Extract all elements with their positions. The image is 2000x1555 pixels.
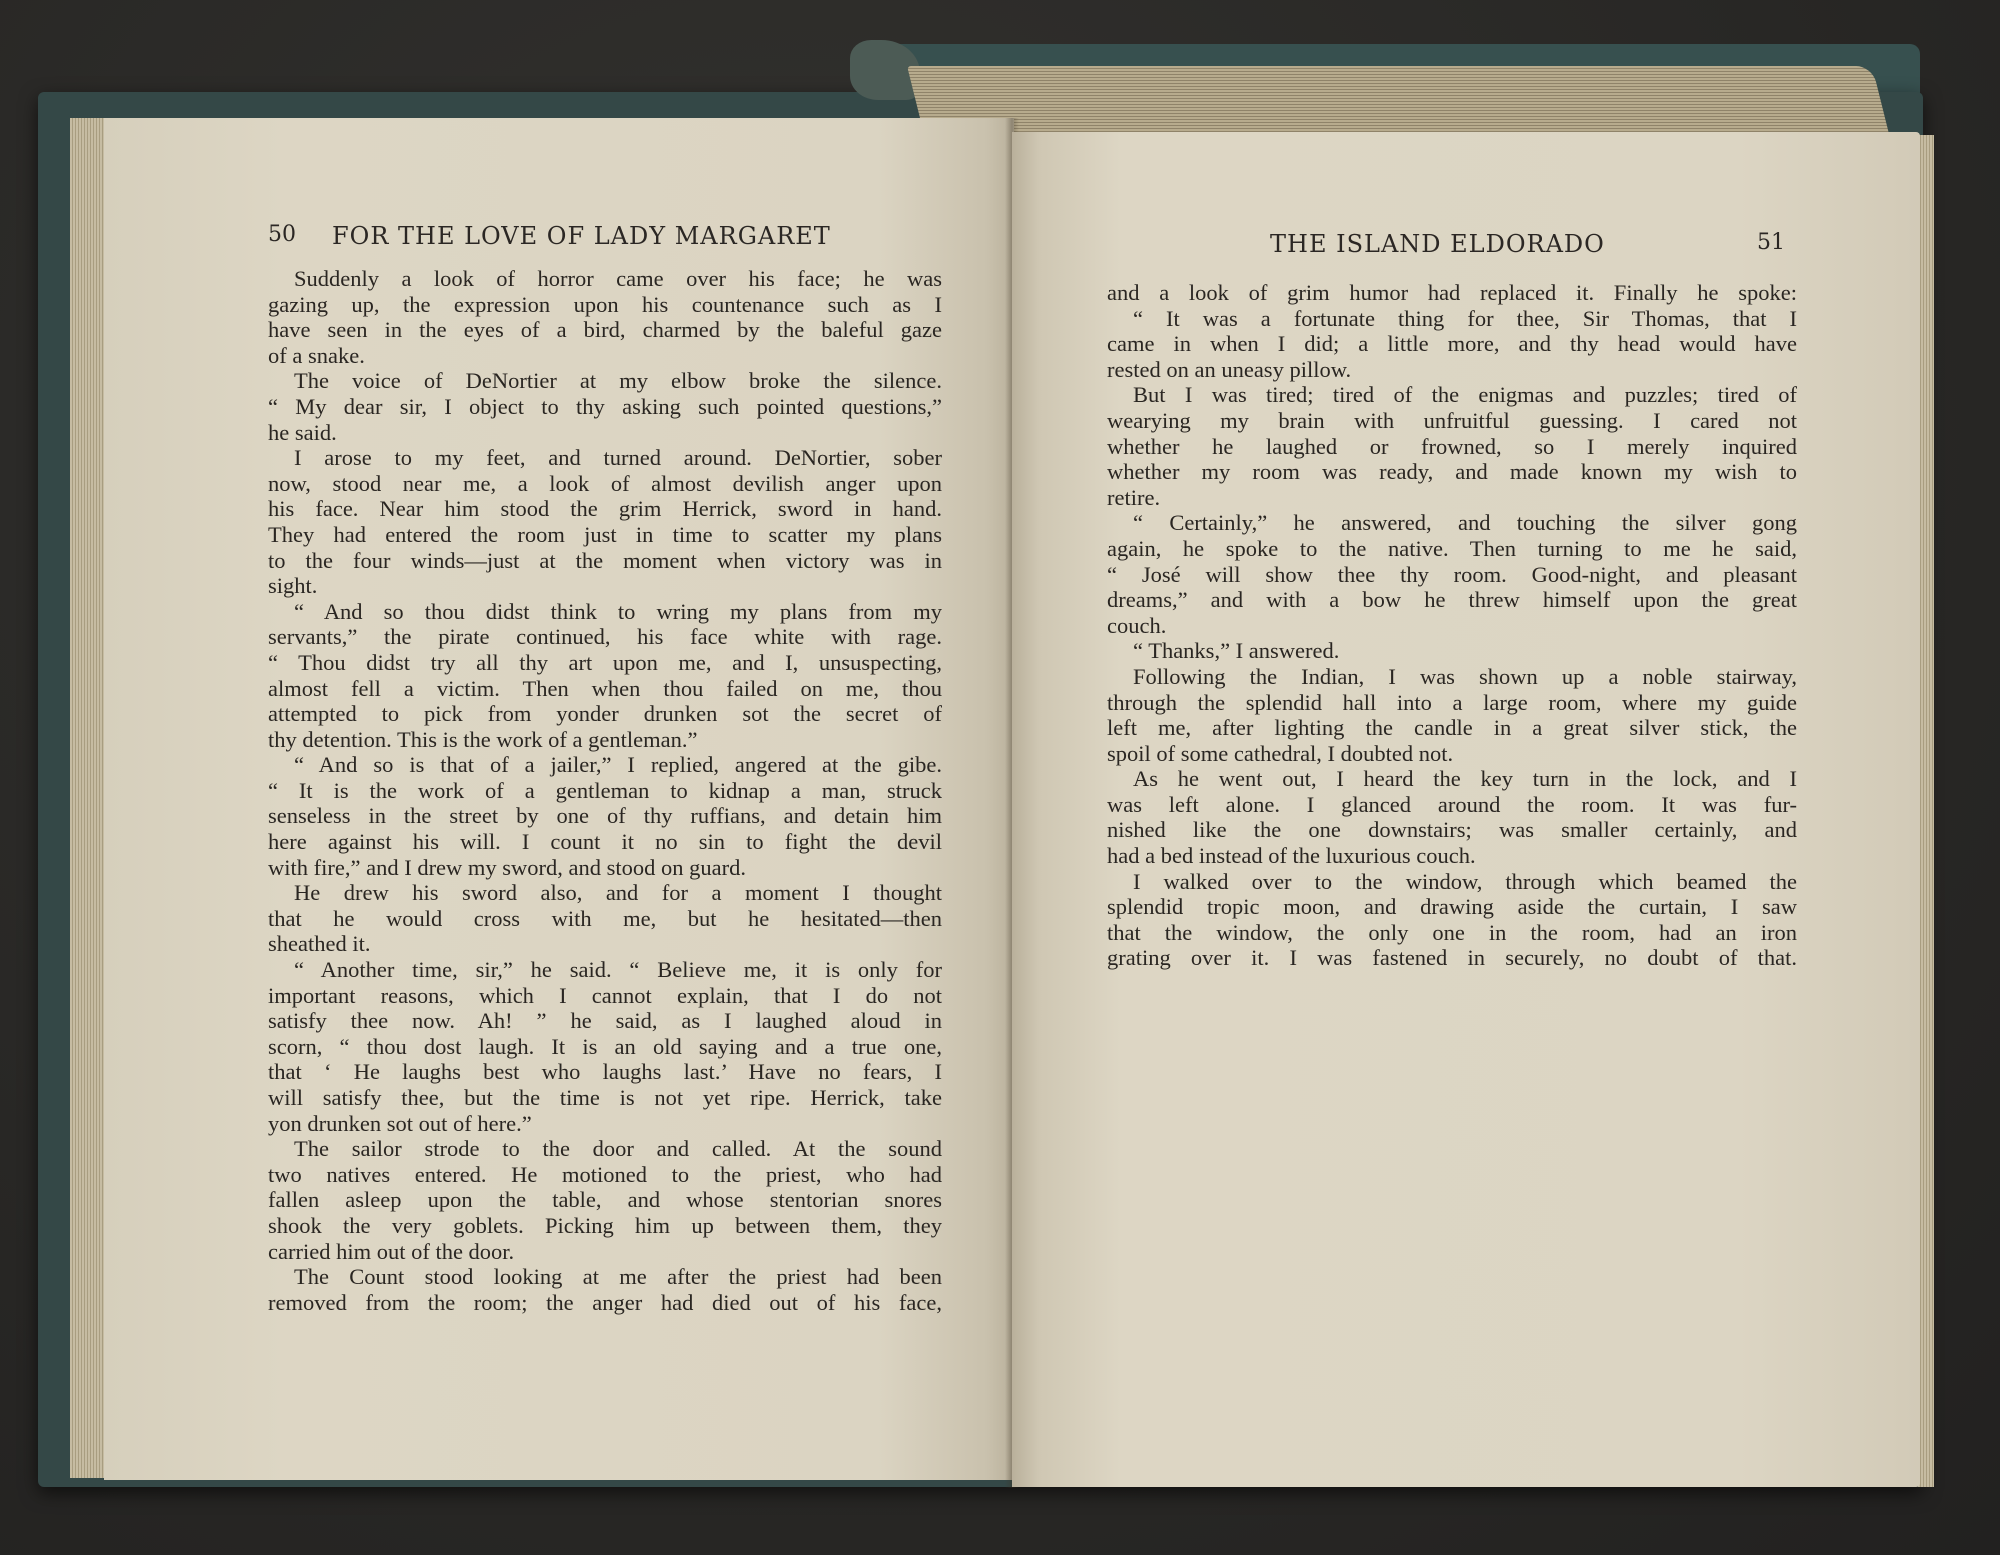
text-line: But I was tired; tired of the enigmas and puzzles; tired of <box>1133 382 1797 408</box>
text-line: came in when I did; a little more, and thy head would have <box>1107 331 1797 357</box>
text-line: He drew his sword also, and for a moment I thought <box>294 880 942 906</box>
text-line: Suddenly a look of horror came over his face; he was <box>294 266 942 291</box>
text-line: nished like the one downstairs; was smaller certainly, and <box>1107 817 1797 843</box>
text-line: his face. Near him stood the grim Herrick, sword in hand. <box>268 496 942 522</box>
text-line: that he would cross with me, but he hesitated—then <box>268 905 942 931</box>
text-line: almost fell a victim. Then when thou failed on me, thou <box>268 675 942 701</box>
right-page <box>1012 132 1920 1487</box>
text-line: grating over it. I was fastened in securely, no doubt of that. <box>1107 945 1797 971</box>
text-line: The Count stood looking at me after the priest had been <box>294 1264 942 1290</box>
text-line: retire. <box>1107 484 1161 510</box>
text-line: through the splendid hall into a large room, where my guide <box>1107 689 1797 715</box>
left-page-number: 50 <box>268 222 296 247</box>
text-line: whether he laughed or frowned, so I merely inquired <box>1107 433 1797 459</box>
text-line: carried him out of the door. <box>268 1238 515 1264</box>
text-line: whether my room was ready, and made known my wish to <box>1107 459 1797 485</box>
text-line: dreams,” and with a bow he threw himself upon the great <box>1107 587 1797 613</box>
text-line: thy detention. This is the work of a gentleman.” <box>268 726 698 752</box>
text-line: was left alone. I glanced around the room. It was fur- <box>1107 791 1797 817</box>
text-line: spoil of some cathedral, I doubted not. <box>1107 740 1454 766</box>
text-line: again, he spoke to the native. Then turning to me he said, <box>1107 535 1797 561</box>
right-running-head: THE ISLAND ELDORADO <box>1270 230 1605 258</box>
text-line: removed from the room; the anger had died out of his face, <box>268 1289 942 1315</box>
text-line: couch. <box>1107 612 1167 638</box>
text-line: Following the Indian, I was shown up a noble stairway, <box>1133 663 1797 689</box>
text-line: rested on an uneasy pillow. <box>1107 356 1352 382</box>
page-edges-top <box>907 66 1890 138</box>
left-page <box>104 118 1014 1480</box>
text-line: two natives entered. He motioned to the priest, who had <box>268 1161 942 1187</box>
text-line: servants,” the pirate continued, his face white with rage. <box>268 624 942 650</box>
text-line: splendid tropic moon, and drawing aside the curtain, I saw <box>1107 894 1797 920</box>
text-line: “ José will show thee thy room. Good-night, and pleasant <box>1107 561 1797 587</box>
text-line: They had entered the room just in time to scatter my plans <box>268 521 942 547</box>
text-line: have seen in the eyes of a bird, charmed by the baleful gaze <box>268 317 942 343</box>
text-line: attempted to pick from yonder drunken sot the secret of <box>268 701 942 727</box>
text-line: fallen asleep upon the table, and whose stentorian snores <box>268 1187 942 1213</box>
text-line: here against his will. I count it no sin to fight the devil <box>268 829 942 855</box>
text-line: The sailor strode to the door and called. At the sound <box>294 1136 942 1162</box>
right-page-number: 51 <box>1757 230 1785 255</box>
text-line: “ Thanks,” I answered. <box>1133 638 1340 664</box>
text-line: senseless in the street by one of thy ruffians, and detain him <box>268 803 942 829</box>
text-line: scorn, “ thou dost laugh. It is an old saying and a true one, <box>268 1033 942 1059</box>
text-line: As he went out, I heard the key turn in the lock, and I <box>1133 766 1797 792</box>
text-line: wearying my brain with unfruitful guessing. I cared not <box>1107 407 1797 433</box>
page-edges-left <box>70 118 106 1478</box>
text-line: “ It is the work of a gentleman to kidnap a man, struck <box>268 777 942 803</box>
text-line: The voice of DeNortier at my elbow broke the silence. <box>294 368 942 394</box>
text-line: that the window, the only one in the room, had an iron <box>1107 919 1797 945</box>
text-line: important reasons, which I cannot explain, that I do not <box>268 982 942 1008</box>
text-line: gazing up, the expression upon his countenance such as I <box>268 291 942 317</box>
text-line: yon drunken sot out of here.” <box>268 1110 532 1136</box>
text-line: “ And so is that of a jailer,” I replied, angered at the gibe. <box>294 752 942 778</box>
text-line: sheathed it. <box>268 931 371 957</box>
text-line: and a look of grim humor had replaced it. Finally he spoke: <box>1107 280 1797 305</box>
text-line: shook the very goblets. Picking him up between them, they <box>268 1212 942 1238</box>
text-line: I arose to my feet, and turned around. DeNortier, sober <box>294 445 942 471</box>
text-line: will satisfy thee, but the time is not yet ripe. Herrick, take <box>268 1085 942 1110</box>
right-page-text <box>1107 280 1797 971</box>
text-line: he said. <box>268 419 337 445</box>
text-line: “ And so thou didst think to wring my plans from my <box>294 598 942 624</box>
left-running-head: FOR THE LOVE OF LADY MARGARET <box>332 222 831 250</box>
text-line: with fire,” and I drew my sword, and stood on guard. <box>268 854 747 880</box>
text-line: now, stood near me, a look of almost devilish anger upon <box>268 470 942 496</box>
text-line: of a snake. <box>268 342 365 368</box>
text-line: satisfy thee now. Ah! ” he said, as I laughed aloud in <box>268 1008 942 1034</box>
text-line: “ Thou didst try all thy art upon me, and I, unsuspecting, <box>268 649 942 675</box>
text-line: I walked over to the window, through which beamed the <box>1133 868 1797 894</box>
text-line: to the four winds—just at the moment when victory was in <box>268 547 942 573</box>
text-line: had a bed instead of the luxurious couch. <box>1107 843 1476 869</box>
text-line: left me, after lighting the candle in a great silver stick, the <box>1107 715 1797 741</box>
text-line: sight. <box>268 573 318 599</box>
text-line: “ Another time, sir,” he said. “ Believe me, it is only for <box>294 957 942 983</box>
text-line: “ It was a fortunate thing for thee, Sir Thomas, that I <box>1133 305 1797 331</box>
text-line: that ‘ He laughs best who laughs last.’ Have no fears, I <box>268 1059 942 1085</box>
page-edges-right <box>1918 135 1934 1487</box>
text-line: “ Certainly,” he answered, and touching the silver gong <box>1133 510 1797 536</box>
left-page-text <box>268 266 942 1315</box>
text-line: “ My dear sir, I object to thy asking such pointed questions,” <box>268 393 942 419</box>
